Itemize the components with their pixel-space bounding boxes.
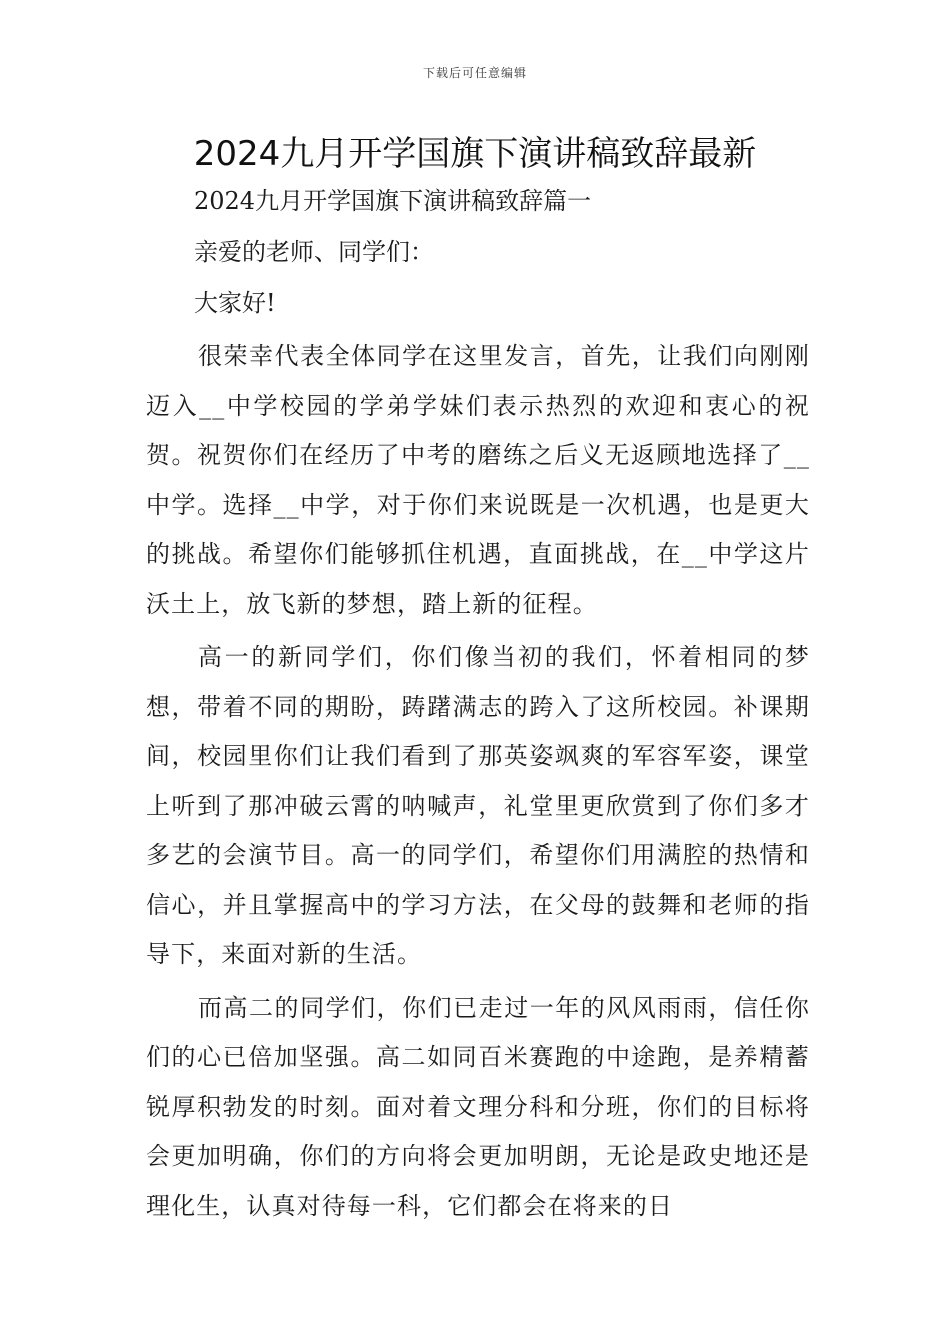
salutation: 亲爱的老师、同学们：	[194, 238, 434, 266]
document-body	[146, 176, 810, 1231]
body-paragraph-1: 很荣幸代表全体同学在这里发言，首先，让我们向刚刚迈入__中学校园的学弟学妹们表示热烈的欢迎和衷心的祝贺。祝贺你们在经历了中考的磨练之后义无返顾地选择了__中学。选择__中学，对于你们来说既是一次机遇，也是更大的挑战。希望你们能够抓住机遇，直面挑战，在__中学这片沃土上，放飞新的梦想，踏上新的征程。	[146, 342, 810, 618]
body-paragraph-3: 而高二的同学们，你们已走过一年的风风雨雨，信任你们的心已倍加坚强。高二如同百米赛跑的中途跑，是养精蓄锐厚积勃发的时刻。面对着文理分科和分班，你们的目标将会更加明确，你们的方向将会更加明朗，无论是政史地还是理化生，认真对待每一科，它们都会在将来的日	[146, 993, 810, 1220]
body-paragraph-2: 高一的新同学们，你们像当初的我们，怀着相同的梦想，带着不同的期盼，踌躇满志的跨入了这所校园。补课期间，校园里你们让我们看到了那英姿飒爽的军容军姿，课堂上听到了那冲破云霄的呐喊声，礼堂里更欣赏到了你们多才多艺的会演节目。高一的同学们，希望你们用满腔的热情和信心，并且掌握高中的学习方法，在父母的鼓舞和老师的指导下，来面对新的生活。	[146, 643, 810, 968]
document-title: 2024九月开学国旗下演讲稿致辞最新	[193, 134, 757, 174]
section-subtitle: 2024九月开学国旗下演讲稿致辞篇一	[194, 187, 592, 215]
greeting: 大家好!	[194, 289, 276, 317]
header-note: 下载后可任意编辑	[422, 66, 527, 80]
